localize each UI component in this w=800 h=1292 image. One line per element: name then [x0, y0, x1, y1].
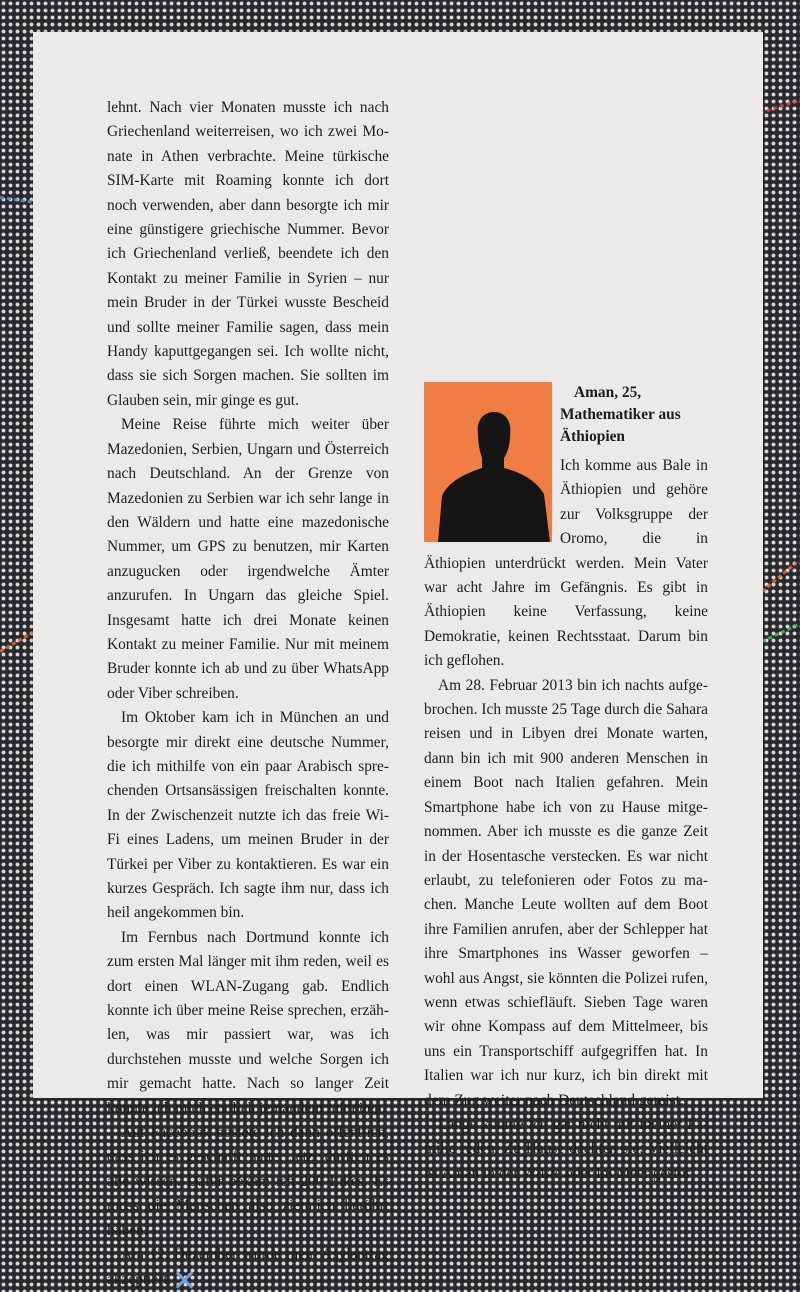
portrait-image: [424, 382, 552, 542]
background-accent-line: [761, 621, 800, 643]
body-paragraph: Im Oktober kam ich in München an und besorgte mir direkt eine deutsche Nummer, die ich mithilfe von ein paar Arabisch sprechenden Ortsansässigen freischalten konnte. In der Zwischenzeit nutzte ich das freie Wi-Fi eines Ladens, um meinen Bruder in der Türkei per Viber zu kontaktieren. Es war ein kurzes Gespräch. Ich sagte ihm nur, dass ich heil angekommen bin.: [107, 709, 389, 922]
body-paragraph: Ich komme aus Bale in Äthiopien und gehöre zur Volksgruppe der Oromo, die in Äthiopien unterdrückt werden. Mein Vater war acht Jahre im Gefängnis. Es gibt in Äthiopien keine Verfassung, keine Demokratie, keinen Rechtsstaat. Darum bin ich geflohen.: [424, 457, 708, 670]
body-paragraph-text: Am 12. Dezember wurde mein Asylantrag akzeptiert.: [107, 1246, 389, 1288]
background-accent-line: [761, 561, 797, 592]
body-paragraph: Lange konnte ich gar nicht mit meiner Familie reden. Zu Hause dachten sie: Vielleicht ist Aman in der Wüste oder im Meer gestor: [424, 1115, 708, 1182]
background-accent-line: [0, 631, 34, 653]
caption-role: Mathematiker aus Äthiopien: [560, 406, 681, 445]
left-text-column: [107, 96, 389, 1292]
body-paragraph: Am 28. Februar 2013 bin ich nachts aufgebrochen. Ich musste 25 Tage durch die Sahara reisen und in Libyen drei Monate warten, dann bin ich mit 900 anderen Menschen in einem Boot nach Italien gefahren. Mein Smartphone habe ich von zu Hause mitgenommen. Aber ich musste es die ganze Zeit in der Hosentasche verstecken. Es war nicht erlaubt, zu telefonieren oder Fotos zu machen. Manche Leute wollten auf dem Boot ihre Familien anrufen, aber der Schlepper hat ihre Smartphones ins Wasser geworfen – wohl aus Angst, sie könnten die Polizei rufen, wenn etwas schiefläuft. Sieben Tage waren wir ohne Kompass auf dem Mittelmeer, bis uns ein Transportschiff aufgegriffen hat. In Italien war ich nur kurz, ich bin direkt mit dem Zug weiter nach Deutschland gereist.: [424, 676, 708, 1109]
body-paragraph: Auf Facebook postete ich dann öffentlich, dass ich es geschafft hatte. Jetzt durften es alle wissen. Dafür bekam ich 200 Likes. Es muss die Menschen also ziemlich berührt haben.: [107, 1124, 389, 1239]
body-paragraph: Meine Reise führte mich weiter über Mazedonien, Serbien, Ungarn und Österreich nach Deutschland. An der Grenze von Mazedonien zu Serbien war ich sehr lange in den Wäldern und hatte eine mazedonische Nummer, um GPS zu benutzen, mir Karten anzugucken oder irgendwelche Ämter anzurufen. In Ungarn das gleiche Spiel. Insgesamt hatte ich drei Monate keinen Kontakt zu meiner Familie. Nur mit meinem Bruder konnte ich ab und zu über WhatsApp oder Viber schreiben.: [107, 416, 389, 702]
end-cross-icon: [174, 1270, 194, 1290]
person-silhouette-icon: [424, 382, 552, 542]
body-paragraph: Im Fernbus nach Dortmund konnte ich zum ersten Mal länger mit ihm reden, weil es dort einen WLAN-Zugang gab. Endlich konnte ich über meine Reise sprechen, erzählen, was mir passiert war, was ich durchstehen musste und welche Sorgen ich mir gemacht hatte. Nach so langer Zeit konnte ich mich endlich jemandem mitteilen.: [107, 928, 389, 1117]
final-paragraph: [107, 1243, 389, 1292]
right-text-column: [424, 382, 708, 1186]
body-paragraph: lehnt. Nach vier Monaten musste ich nach Griechenland weiterreisen, wo ich zwei Monate in Athen verbrachte. Meine türkische SIM-Karte mit Roaming konnte ich dort noch verwenden, aber dann besorgte ich mir eine günstigere griechische Nummer. Bevor ich Griechenland verließ, beendete ich den Kontakt zu meiner Familie in Syrien – nur mein Bruder in der Türkei wusste Bescheid und sollte meiner Familie sagen, dass mein Handy kaputtgegangen sei. Ich wollte nicht, dass sie sich Sorgen machen. Sie sollten im Glauben sein, mir ginge es gut.: [107, 99, 389, 409]
caption-name: Aman, 25,: [574, 384, 642, 401]
